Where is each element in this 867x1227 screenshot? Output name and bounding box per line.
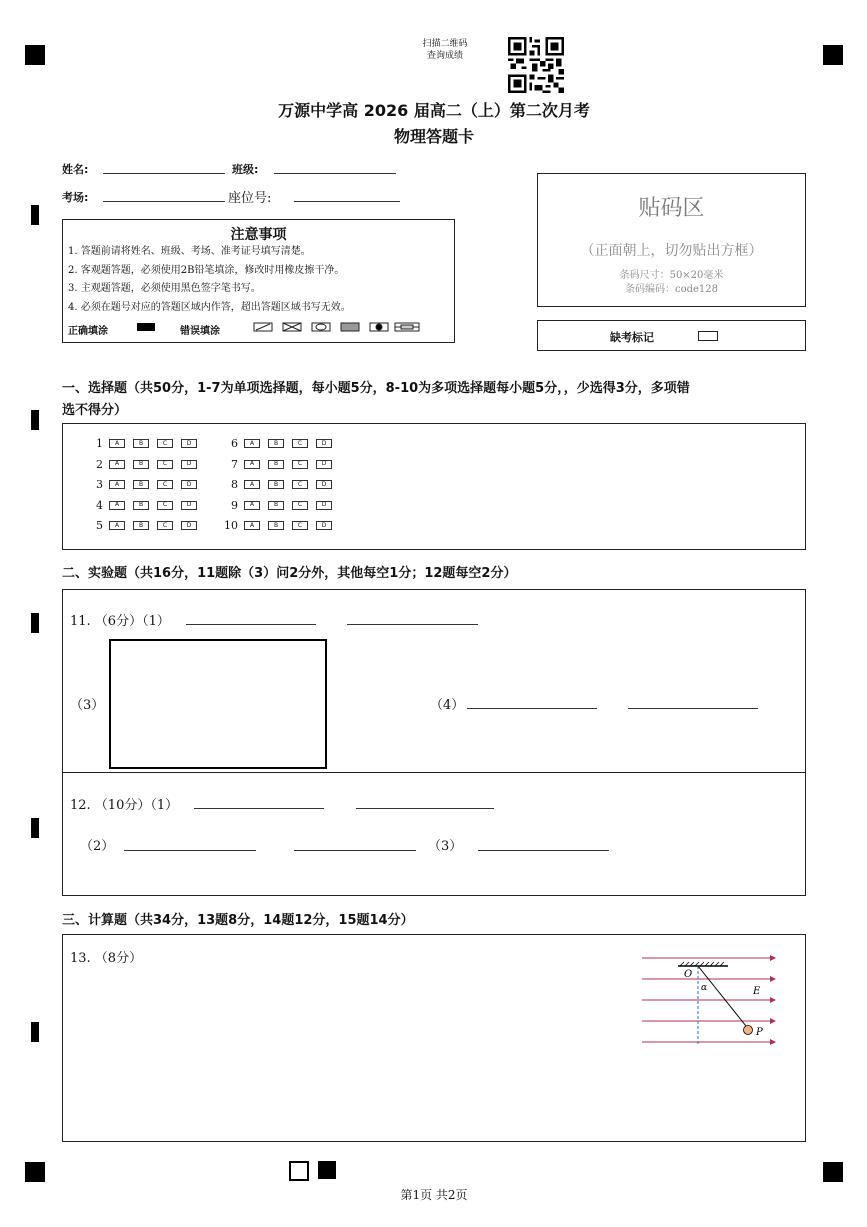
- q11-blank-1a[interactable]: [186, 624, 316, 625]
- option-bubble-d[interactable]: D: [316, 439, 332, 448]
- barcode-area: [537, 173, 806, 307]
- section2-heading: 二、实验题（共16分，11题除（3）问2分外，其他每空1分；12题每空2分）: [62, 566, 517, 581]
- label-O: O: [684, 969, 693, 980]
- option-bubble-c[interactable]: C: [292, 480, 308, 489]
- choice-question-row: [220, 519, 340, 532]
- notice-item: 1. 答题前请将姓名、班级、考场、准考证号填写清楚。: [68, 246, 311, 257]
- corner-mark-top-right: [823, 45, 843, 65]
- absent-mark-checkbox[interactable]: [698, 331, 718, 341]
- label-P: P: [756, 1027, 763, 1038]
- option-bubble-d[interactable]: D: [316, 460, 332, 469]
- q12-part2-label: （2）: [80, 839, 115, 854]
- corner-mark-bottom-left: [25, 1162, 45, 1182]
- option-bubble-a[interactable]: A: [244, 501, 260, 510]
- page-marker-filled: [318, 1161, 336, 1179]
- option-bubble-d[interactable]: D: [316, 521, 332, 530]
- page-marker-hollow: [289, 1161, 309, 1181]
- q11-blank-1b[interactable]: [347, 624, 478, 625]
- correct-fill-label: 正确填涂: [68, 326, 108, 337]
- name-label: 姓名:: [62, 163, 89, 176]
- room-field[interactable]: [103, 201, 225, 202]
- notice-title: 注意事项: [230, 227, 287, 243]
- question-number: 4: [96, 498, 103, 512]
- question-number: 3: [96, 478, 103, 491]
- q11-part3-label: （3）: [70, 698, 105, 713]
- section1-heading: 一、选择题（共50分，1-7为单项选择题，每小题5分，8-10为多项选择题每小题5分，，少选得3分，多项错: [62, 381, 690, 396]
- question-number: 7: [231, 457, 238, 471]
- absent-mark-box: [537, 320, 806, 351]
- option-bubble-c[interactable]: C: [292, 521, 308, 530]
- qr-hint: 扫描二维码 查询成绩: [422, 39, 468, 61]
- option-bubble-a[interactable]: A: [244, 480, 260, 489]
- option-bubble-b[interactable]: B: [268, 460, 284, 469]
- timing-mark: [31, 818, 39, 838]
- class-field[interactable]: [274, 173, 396, 174]
- option-bubble-c[interactable]: C: [157, 521, 173, 530]
- option-bubble-a[interactable]: A: [244, 521, 260, 530]
- choice-question-row: [220, 458, 340, 471]
- option-bubble-b[interactable]: B: [268, 521, 284, 530]
- choice-question-row: [220, 437, 340, 450]
- page-number: 第1页 共2页: [400, 1188, 468, 1202]
- question-number: 2: [96, 457, 103, 471]
- option-bubble-b[interactable]: B: [268, 501, 284, 510]
- option-bubble-d[interactable]: D: [316, 480, 332, 489]
- q11-blank-4a[interactable]: [467, 708, 597, 709]
- timing-mark: [31, 205, 39, 225]
- seat-field[interactable]: [294, 201, 400, 202]
- notice-item: 2. 客观题答题，必须使用2B铅笔填涂，修改时用橡皮擦干净。: [68, 264, 345, 276]
- corner-mark-top-left: [25, 45, 45, 65]
- section3-heading: 三、计算题（共34分，13题8分，14题12分，15题14分）: [62, 913, 414, 928]
- option-bubble-b[interactable]: B: [133, 439, 149, 448]
- q11-drawing-box[interactable]: [109, 639, 327, 769]
- pendulum-field-figure: [640, 950, 780, 1050]
- question-number: 10: [224, 519, 238, 532]
- option-bubble-b[interactable]: B: [268, 439, 284, 448]
- option-bubble-c[interactable]: C: [157, 480, 173, 489]
- option-bubble-c[interactable]: C: [292, 439, 308, 448]
- option-bubble-a[interactable]: A: [244, 460, 260, 469]
- notice-box: [62, 219, 455, 343]
- absent-mark-label: 缺考标记: [610, 331, 654, 344]
- q12-blank-2b[interactable]: [294, 850, 416, 851]
- section1-heading-cont: 选不得分）: [62, 403, 128, 418]
- choice-question-row: [85, 499, 205, 512]
- question-number: 6: [231, 437, 238, 450]
- option-bubble-a[interactable]: A: [109, 439, 125, 448]
- barcode-size: 条码尺寸：50×20毫米: [619, 270, 724, 281]
- barcode-area-subtitle: （正面朝上，切勿贴出方框）: [580, 243, 763, 259]
- option-bubble-a[interactable]: A: [244, 439, 260, 448]
- class-label: 班级:: [232, 163, 259, 176]
- timing-mark: [31, 613, 39, 633]
- option-bubble-c[interactable]: C: [157, 501, 173, 510]
- name-field[interactable]: [103, 173, 225, 174]
- option-bubble-b[interactable]: B: [133, 501, 149, 510]
- question-number: 1: [96, 437, 103, 450]
- corner-mark-bottom-right: [823, 1162, 843, 1182]
- wrong-fill-label: 错误填涂: [180, 326, 220, 337]
- question-number: 9: [231, 498, 238, 512]
- choice-question-row: [220, 478, 340, 491]
- wrong-fill-examples-icon: [253, 321, 425, 333]
- choice-question-row: [220, 499, 340, 512]
- choice-question-row: [85, 458, 205, 471]
- seat-label: 座位号:: [228, 191, 272, 206]
- option-bubble-b[interactable]: B: [133, 480, 149, 489]
- q13-label: 13. （8分）: [70, 951, 143, 966]
- question-number: 8: [231, 478, 238, 491]
- option-bubble-d[interactable]: D: [316, 501, 332, 510]
- correct-fill-example: [137, 323, 155, 331]
- label-E: E: [753, 986, 761, 997]
- q12-blank-1a[interactable]: [194, 808, 324, 809]
- q12-blank-2a[interactable]: [124, 850, 256, 851]
- choice-question-row: [85, 478, 205, 491]
- notice-item: 3. 主观题答题，必须使用黑色签字笔书写。: [68, 283, 261, 294]
- option-bubble-b[interactable]: B: [133, 521, 149, 530]
- option-bubble-a[interactable]: A: [109, 460, 125, 469]
- option-bubble-c[interactable]: C: [157, 439, 173, 448]
- timing-mark: [31, 410, 39, 430]
- option-bubble-a[interactable]: A: [109, 480, 125, 489]
- q12-part3-label: （3）: [428, 839, 463, 854]
- choice-question-row: [85, 519, 205, 532]
- label-alpha: α: [701, 983, 708, 993]
- option-bubble-c[interactable]: C: [292, 501, 308, 510]
- question-number: 5: [96, 519, 103, 532]
- option-bubble-a[interactable]: A: [109, 501, 125, 510]
- q11-blank-4b[interactable]: [628, 708, 758, 709]
- option-bubble-d[interactable]: D: [181, 460, 197, 469]
- exam-title: 万源中学高 2026 届高二（上）第二次月考: [278, 101, 590, 120]
- choice-question-row: [85, 437, 205, 450]
- option-bubble-d[interactable]: D: [181, 501, 197, 510]
- q11-part4-label: （4）: [430, 698, 465, 713]
- timing-mark: [31, 1022, 39, 1042]
- q12-label: 12. （10分）（1）: [70, 798, 179, 813]
- option-bubble-b[interactable]: B: [268, 480, 284, 489]
- qr-code[interactable]: [508, 37, 564, 93]
- option-bubble-b[interactable]: B: [133, 460, 149, 469]
- option-bubble-d[interactable]: D: [181, 521, 197, 530]
- card-subtitle: 物理答题卡: [393, 127, 474, 146]
- barcode-area-title: 贴码区: [638, 196, 705, 221]
- barcode-code: 条码编码：code128: [624, 284, 719, 295]
- option-bubble-c[interactable]: C: [157, 460, 173, 469]
- notice-item: 4. 必须在题号对应的答题区域内作答，超出答题区域书写无效。: [68, 301, 351, 313]
- option-bubble-a[interactable]: A: [109, 521, 125, 530]
- option-bubble-c[interactable]: C: [292, 460, 308, 469]
- q11-label: 11. （6分）（1）: [70, 614, 170, 629]
- divider: [62, 772, 806, 773]
- option-bubble-d[interactable]: D: [181, 480, 197, 489]
- option-bubble-d[interactable]: D: [181, 439, 197, 448]
- q12-blank-3[interactable]: [478, 850, 609, 851]
- notice-list: [68, 243, 351, 317]
- room-label: 考场:: [62, 191, 89, 204]
- q12-blank-1b[interactable]: [356, 808, 494, 809]
